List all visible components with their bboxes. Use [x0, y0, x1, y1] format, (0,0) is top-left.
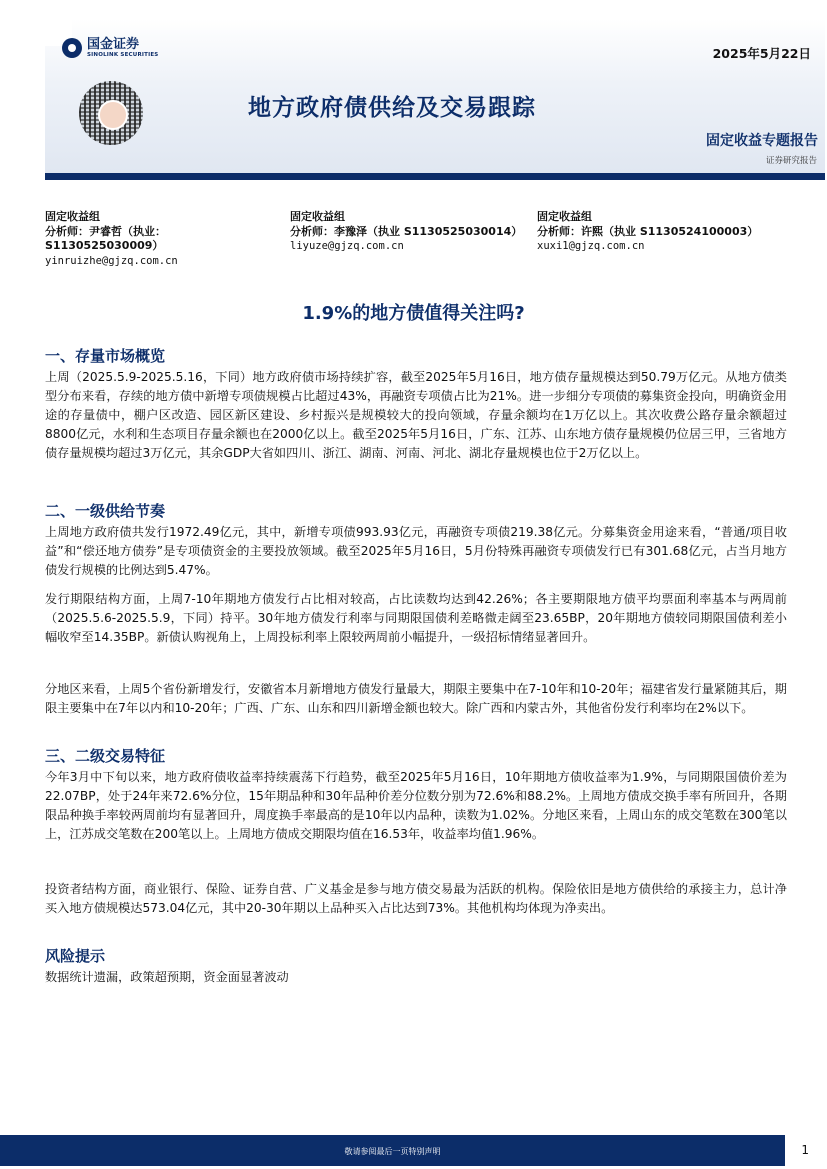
- qr-center-logo: [98, 100, 128, 130]
- paragraph: 今年3月中下旬以来，地方政府债收益率持续震荡下行趋势，截至2025年5月16日，10年期地方债收益率为1.9%，与同期限国债价差为22.07BP，处于24年来72.6%分位，15年期品种和30年品种价差分位数分别为72.6%和88.2%。上周地方债成交换手率有所回升，各期限品种换手率较两周前均有显著回升，周度换手率最高的是10年以内品种，读数为1.02%。分地区来看，上周山东的成交笔数在300笔以上，江苏成交笔数在200笔以上。上周地方债成交期限均值在16.53年，收益率均值1.96%。: [45, 770, 787, 842]
- analyst-block: [290, 210, 535, 254]
- paragraph: 分地区来看，上周5个省份新增发行，安徽省本月新增地方债发行量最大，期限主要集中在7-10年和10-20年；福建省发行量紧随其后，期限主要集中在7年以内和10-20年；广西、广东、山东和四川新增金额也较大。除广西和内蒙古外，其他省份发行利率均在2%以下。: [45, 682, 787, 716]
- analyst-block: [537, 210, 805, 254]
- section-heading: 一、存量市场概览: [45, 347, 166, 365]
- qr-code-icon: [79, 81, 143, 145]
- section-heading: 二、一级供给节奏: [45, 502, 166, 520]
- report-category: 证券研究报告: [765, 156, 817, 166]
- page-number: 1: [801, 1143, 809, 1157]
- paragraph: 数据统计遗漏，政策超预期，资金面显著波动: [45, 970, 289, 984]
- company-logo: [62, 38, 158, 59]
- paragraph: 上周地方政府债共发行1972.49亿元，其中，新增专项债993.93亿元，再融资专项债219.38亿元。分募集资金用途来看，“普通/项目收益”和“偿还地方债券”是专项债资金的主要投放领域。截至2025年5月16日，5月份特殊再融资专项债发行已有301.68亿元，占当月地方债发行规模的比例达到5.47%。: [45, 525, 787, 578]
- logo-name-en: SINOLINK SECURITIES: [87, 52, 159, 58]
- analyst-group: 固定收益组: [537, 210, 592, 223]
- analyst-name: 分析师：尹睿哲（执业：: [45, 224, 166, 238]
- report-title: 地方政府债供给及交易跟踪: [248, 95, 536, 121]
- report-type: 固定收益专题报告: [706, 133, 818, 149]
- footer-disclaimer: 敬请参阅最后一页特别声明: [344, 1147, 441, 1156]
- banner-bottom-bar: [45, 173, 825, 180]
- analyst-name: 分析师：李豫泽（执业 S1130525030014）: [290, 224, 523, 238]
- analyst-email[interactable]: xuxi1@gjzq.com.cn: [537, 240, 645, 252]
- analyst-group: 固定收益组: [45, 210, 100, 223]
- article-title: 1.9%的地方债值得关注吗?: [302, 303, 525, 324]
- paragraph: 投资者结构方面，商业银行、保险、证券自营、广义基金是参与地方债交易最为活跃的机构。保险依旧是地方债供给的承接主力，总计净买入地方债规模达573.04亿元，其中20-30年期以上品种买入占比达到73%。其他机构均体现为净卖出。: [45, 882, 787, 916]
- analyst-block: [45, 210, 275, 268]
- paragraph: 上周（2025.5.9-2025.5.16，下同）地方政府债市场持续扩容，截至2025年5月16日，地方债存量规模达到50.79万亿元。从地方债类型分布来看，存续的地方债中新增专项债规模占比超过43%，再融资专项债占比为21%。进一步细分专项债的募集资金投向，明确资金用途的存量债中，棚户区改造、园区新区建设、乡村振兴是规模较大的投向领域，存量余额均在1万亿以上。其次收费公路存量余额超过8800亿元，水利和生态项目存量余额也在2000亿以上。截至2025年5月16日，广东、江苏、山东地方债存量规模仍位居三甲，三省地方债存量规模均超过3万亿元，其余GDP大省如四川、浙江、湖南、河南、河北、湖北存量规模也位于2万亿以上。: [45, 370, 787, 461]
- section-heading: 风险提示: [45, 947, 106, 965]
- analyst-group: 固定收益组: [290, 210, 345, 223]
- analyst-license: S1130525030009）: [45, 239, 164, 252]
- paragraph: 发行期限结构方面，上周7-10年期地方债发行占比相对较高，占比读数均达到42.26%；各主要期限地方债平均票面利率基本与两周前（2025.5.6-2025.5.9，下同）持平。30年地方债发行利率与同期限国债利差略微走阔至23.65BP，20年期地方债较同期限国债利差小幅收窄至14.35BP。新债认购视角上，上周投标利率上限较两周前小幅提升，一级招标情绪显著回升。: [45, 592, 787, 645]
- section-heading: 三、二级交易特征: [45, 747, 166, 765]
- report-date: 2025年5月22日: [712, 46, 811, 61]
- analyst-name: 分析师：许熙（执业 S1130524100003）: [537, 224, 759, 238]
- logo-name-cn: 国金证券: [87, 37, 140, 52]
- analyst-email[interactable]: liyuze@gjzq.com.cn: [290, 240, 404, 252]
- logo-mark-icon: [62, 38, 82, 58]
- analyst-email[interactable]: yinruizhe@gjzq.com.cn: [45, 254, 178, 267]
